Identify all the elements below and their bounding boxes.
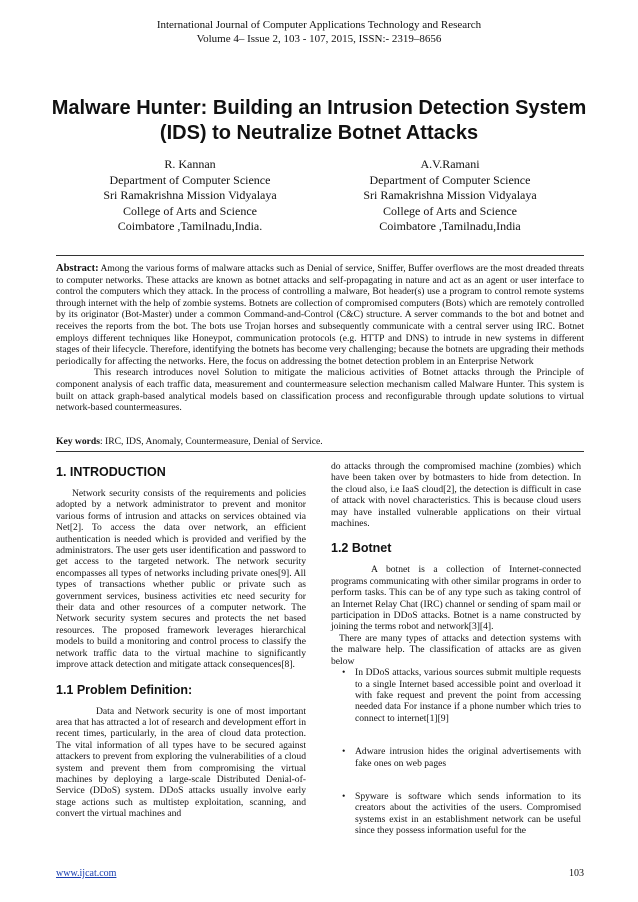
section-heading-botnet: 1.2 Botnet [331,541,392,556]
abstract-paragraph-2: This research introduces novel Solution to mitigate the malicious activities of Botnet attacks through the Principle of component analysis of each traffic data, measurement and countermeasure selection mechanism called Malware Hunter. This system is built on attack graph-based analytical models based on classification process and reconfigurable through update solutions to virtual network-based countermeasures. [56,367,584,414]
right-column [331,459,581,859]
attack-types-paragraph: There are many types of attacks and detection systems with the malware help. The classification of attacks are as given below [331,632,581,667]
author-name: A.V.Ramani [420,157,480,171]
author-institution: Sri Ramakrishna Mission Vidyalaya [363,188,537,202]
title-line-1: Malware Hunter: Building an Intrusion Detection System [51,97,587,119]
attack-types-list [331,667,581,836]
keywords-label: Key words [56,436,100,447]
author-college: College of Arts and Science [123,203,257,218]
abstract-label: Abstract: [56,263,99,274]
list-item: • Adware intrusion hides the original advertisements with fake ones on web pages [355,746,581,769]
list-item: • Spyware is software which sends information to its creators about the activities of the users. Compromised systems exist in an establishment network can be useful since they possess information useful for the [355,791,581,837]
author-institution: Sri Ramakrishna Mission Vidyalaya [103,188,277,202]
journal-header [0,18,638,46]
problem-definition-paragraph: Data and Network security is one of most important area that has attracted a lot of research and development effort in recent times, particularly, in the area of cloud data protection. The vital information of all types have to be secured against attackers to prevent from exploring the vulnerabilities of a cloud system and prevent them from compromising the virtual machines by deploying a large-scale Distributed Denial-of-Service (DDoS) system. DDoS attacks usually involve early stage actions such as multistep exploitation, scanning, and convert the virtual machines and [56,705,306,820]
abstract-paragraph-1: Among the various forms of malware attacks such as Denial of service, Sniffer, Buffer overflows are the most dreaded threats to computer networks. These attacks are known as botnet attacks and self-propagating in nature and act as an agent or user interface to control the computers which they attack. In the process of controlling a malware, Bot header(s) use a program to control remote systems through internet with the help of zombie systems. Botnets are collection of compromised computers (Bots) which are remotely controlled by its originator (Bot-Master) under a common Command-and-Control (C&C) structure. A server commands to the bot and botnet and receives the reports from the bot. The bots use Trojan horses and subsequently communicate with a central server using IRC. Botnet employs different techniques like Honeypot, communication protocols (e.g. HTTP and DNS) to intrude in new systems in different stages of their lifecycle. Therefore, identifying the botnets has become very challenging; because the botnets are upgrading their methods periodically for affecting the networks. Here, the focus on addressing the botnet detection problem in an Enterprise Network [56,263,584,367]
left-column [56,459,306,820]
divider-bottom [56,451,584,452]
author-name: R. Kannan [164,157,216,171]
journal-website-link[interactable]: www.ijcat.com [56,868,117,879]
title-line-2: (IDS) to Neutralize Botnet Attacks [159,122,479,144]
divider-top [56,255,584,256]
continued-paragraph: do attacks through the compromised machine (zombies) which have been taken over by botmasters to hide from detection. In the cloud also, i.e IaaS cloud[2], the detection is difficult in case of attack with novel characteristics. This is because cloud users may have installed vulnerable applications on their virtual machines. [331,461,581,530]
paper-title [40,96,598,146]
author-block-2 [320,157,580,235]
section-heading-introduction: 1. INTRODUCTION [56,465,166,479]
author-department: Department of Computer Science [369,172,531,187]
keywords-text: : IRC, IDS, Anomaly, Countermeasure, Denial of Service. [99,436,323,447]
author-location: Coimbatore ,Tamilnadu,India. [117,219,263,233]
keywords-line [56,436,584,448]
author-location: Coimbatore ,Tamilnadu,India [379,219,521,233]
introduction-paragraph: Network security consists of the requirements and policies adopted by a network administrator to prevent and monitor various forms of intrusion and attacks on services obtained via Net[2]. To access the data over network, an efficient authentication is needed which is provided and verified by the administrators. The user gets user identification and password to get access to the targeted network. The network security encompasses all types of networks including private ones[9]. All types of transactions whether public or private such as government services, business activities etc need security for their data and other resources of a computer network. The Network security system secures and protects the net based resources. The proposed framework leverages hierarchical models to build a monitoring and control process to classify the network traffic data to the virtual machine to significantly improve attack detection and mitigate attack consequences[8]. [56,488,306,671]
page-number: 103 [569,868,584,879]
author-college: College of Arts and Science [383,203,517,218]
botnet-paragraph: A botnet is a collection of Internet-connected programs communicating with other similar programs in order to perform tasks. This can be of any type such as taking control of an Internet Relay Chat (IRC) channel or sending of spam mail or participation in DDoS attacks. Botnet is a name constructed by joining the terms robot and network[3][4]. [331,564,581,633]
author-department: Department of Computer Science [109,172,271,187]
abstract-section [56,263,584,414]
list-item: • In DDoS attacks, various sources submit multiple requests to a single Internet based accessible point and overload it with fake request and prevent the point from accessing needed data For instance if a phone number which tries to connect to internet[1][9] [355,667,581,724]
journal-name: International Journal of Computer Applications Technology and Research [156,19,482,31]
section-heading-problem-definition: 1.1 Problem Definition: [56,682,193,697]
journal-volume: Volume 4– Issue 2, 103 - 107, 2015, ISSN:- 2319–8656 [196,33,442,45]
author-block-1 [60,157,320,235]
